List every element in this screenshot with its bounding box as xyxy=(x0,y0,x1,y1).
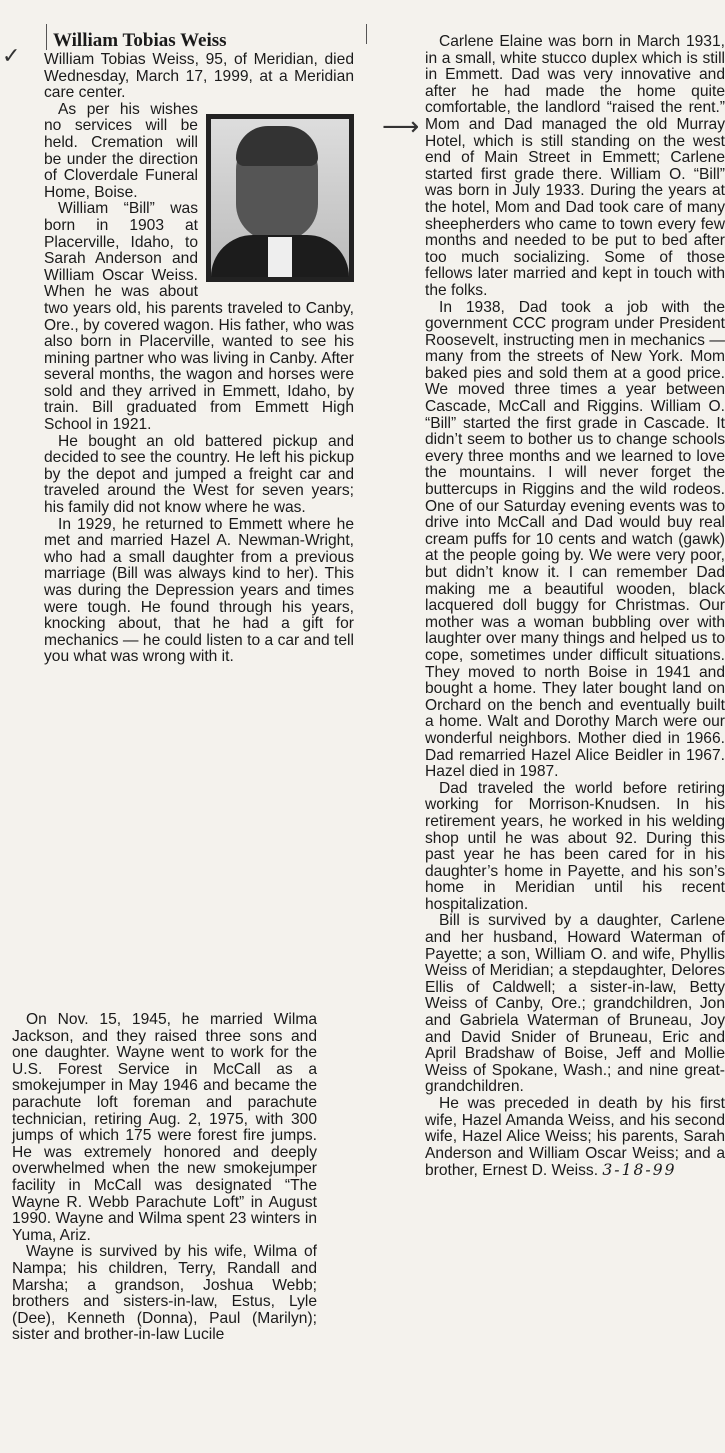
paragraph: As per his wishes no services will be held. Cremation will be under the direction of Cloverdale Funeral Home, Boise. xyxy=(44,100,198,201)
paragraph: William “Bill” was born in 1903 at Placerville, Idaho, to Sarah Anderson and William Oscar Weiss. When he was about two years old, his parents traveled to Canby, Ore., by covered wagon. His father, who was also born in Placerville, wanted to see his mining partner who was living in Canby. After several months, the wagon and horses were sold and they arrived in Emmett, Idaho, by train. Bill graduated from Emmett High School in 1921. xyxy=(44,200,355,434)
column-rule xyxy=(46,24,47,50)
paragraph xyxy=(425,1096,725,1180)
paragraph: Carlene Elaine was born in March 1931, in a small, white stucco duplex which is still in Emmett. Dad was very innovative and after he had made the home quite comfortable, the landlord “raised the rent.” Mom and Dad managed the old Murray Hotel, which is still standing on the west end of Main Street in Emmett; Carlene started first grade there. William O. “Bill” was born in July 1933. During the years at the hotel, Mom and Dad took care of many sheepherders who came to town every few months and needed to be put to bed after too much socializing. Some of those fellows later married and kept in touch with the folks. xyxy=(425,34,725,299)
lower-left-column xyxy=(12,1012,317,1344)
obituary-headline: William Tobias Weiss xyxy=(53,30,227,51)
left-column xyxy=(44,52,354,666)
paragraph: On Nov. 15, 1945, he married Wilma Jackson, and they raised three sons and one daughter. Wayne went to work for the U.S. Forest Service in McCall as a smokejumper in May 1946 and became the parachute loft foreman and parachute technician, retiring Aug. 2, 1975, with 300 jumps of which 175 were forest fire jumps. He was extremely honored and deeply overwhelmed when the new smokejumper facility in McCall was designated “The Wayne R. Webb Parachute Loft” in August 1990. Wayne and Wilma spent 23 winters in Yuma, Ariz. xyxy=(12,1011,317,1244)
right-column xyxy=(425,34,725,1180)
paragraph: Bill is survived by a daughter, Carlene and her husband, Howard Waterman of Payette; a son, William O. and wife, Phyllis Weiss of Meridian; a stepdaughter, Delores Ellis of Caldwell; a sister-in-law, Betty Weiss of Canby, Ore.; grandchildren, Jon and Gabriela Waterman of Bruneau, Joy and David Snider of Bruneau, Eric and April Bradshaw of Boise, Jeff and Mollie Weiss of Spokane, Wash.; and nine great-grandchildren. xyxy=(425,912,725,1096)
handwritten-date: 3-18-99 xyxy=(602,1161,677,1180)
paragraph: In 1929, he returned to Emmett where he met and married Hazel A. Newman-Wright, who had a small daughter from a previous marriage (Bill was always kind to her). This was during the Depression years and times were tough. He found through his years, knocking about, that he had a gift for mechanics — he could listen to a car and tell you what was wrong with it. xyxy=(44,515,354,666)
paragraph: William Tobias Weiss, 95, of Meridian, died Wednesday, March 17, 1999, at a Meridian care center. xyxy=(44,51,354,102)
check-mark-icon: ✓ xyxy=(2,44,21,69)
paragraph: In 1938, Dad took a job with the government CCC program under President Roosevelt, instructing men in mechanics — many from the streets of New York. Mom baked pies and sold them at a good price. We moved three times a year between Cascade, McCall and Riggins. William O. “Bill” started the first grade in Cascade. It didn’t seem to bother us to change schools every three months and we learned to love the mountains. I will never forget the buttercups in Riggins and the wild rodeos. One of our Saturday evening events was to drive into McCall and Dad would buy real cream puffs for 10 cents and watch (gawk) at the people going by. We were very poor, but didn’t know it. I can remember Dad making me a beautiful wooden, black lacquered doll buggy for Christmas. Our mother was a woman bubbling over with laughter over many things and helped us to cope, sometimes under difficult situations. They moved to north Boise in 1941 and bought a home. They later bought land on Orchard on the bench and eventually built a home. Walt and Dorothy March were our wonderful neighbors. Mother died in 1966. Dad remarried Hazel Alice Beidler in 1967. Hazel died in 1987. xyxy=(425,298,725,781)
paragraph: Dad traveled the world before retiring working for Morrison-Knudsen. In his retirement years, he worked in his welding shop until he was about 92. During this past year he has been cared for in his daughter’s home in Payette, and his son’s home in Meridian until his recent hospitalization. xyxy=(425,779,725,913)
portrait-photo xyxy=(206,114,354,282)
column-rule xyxy=(366,24,367,44)
arrow-icon: ⟶ xyxy=(382,112,420,142)
paragraph: Wayne is survived by his wife, Wilma of Nampa; his children, Terry, Randall and Marsha; a grandson, Joshua Webb; brothers and sisters-in-law, Estus, Lyle (Dee), Kenneth (Donna), Paul (Marilyn); sister and brother-in-law Lucile xyxy=(12,1243,317,1344)
paragraph: He bought an old battered pickup and decided to see the country. He left his pickup by the depot and jumped a freight car and traveled around the West for seven years; his family did not know where he was. xyxy=(44,432,354,517)
paragraph-text: He was preceded in death by his first wife, Hazel Amanda Weiss, and his second wife, Hazel Alice Weiss; his parents, Sarah Anderson and William Oscar Weiss; and a brother, Ernest D. Weiss. xyxy=(425,1095,725,1180)
